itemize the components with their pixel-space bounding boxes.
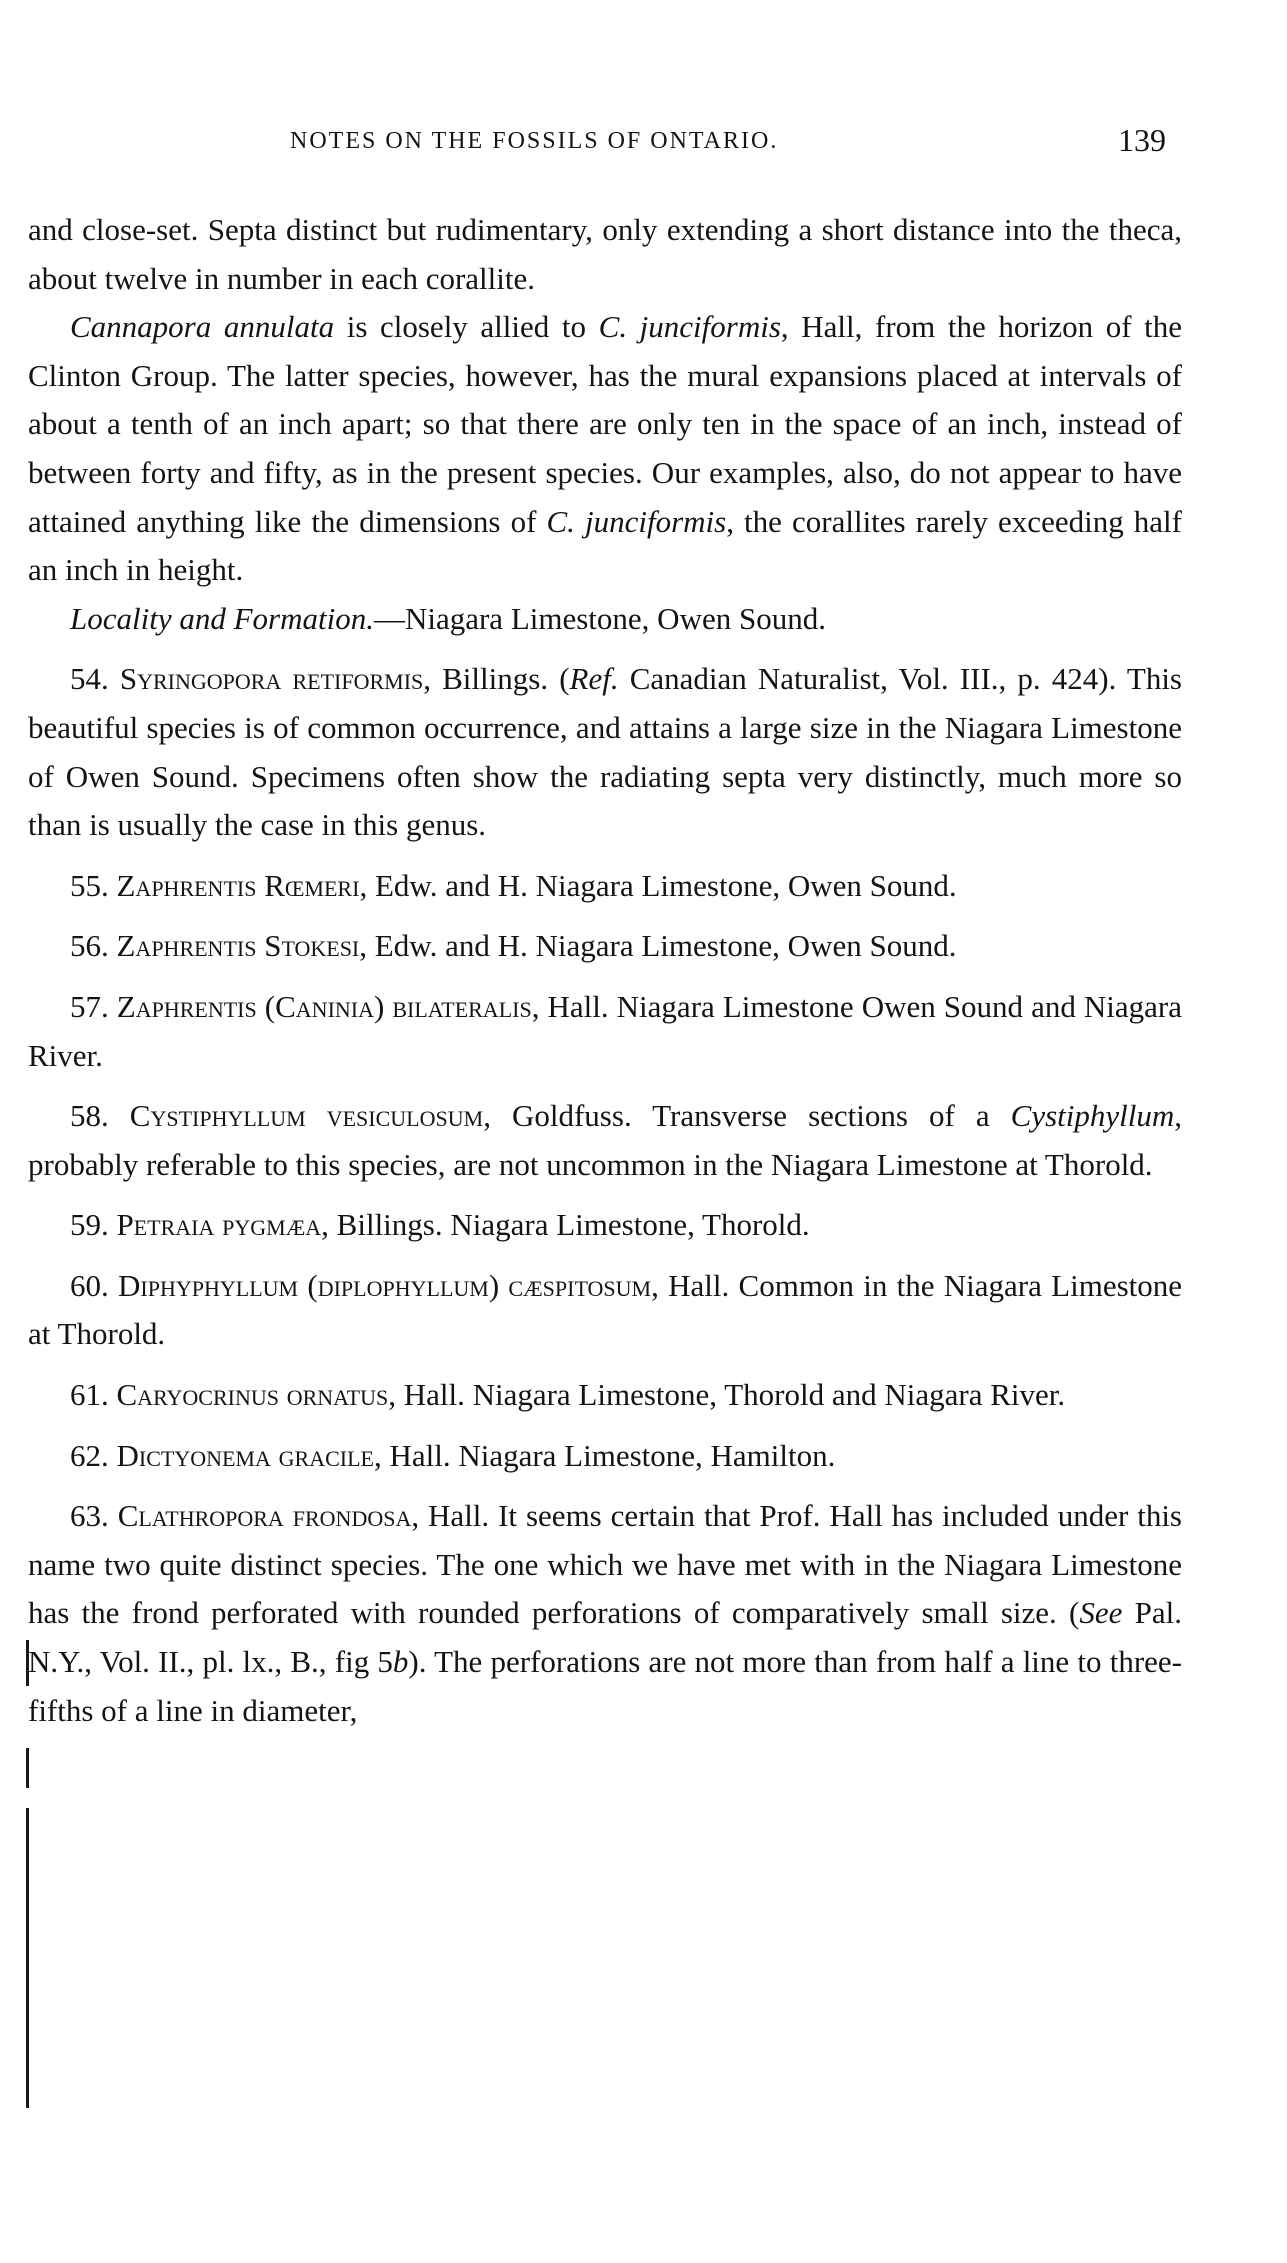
entry-62 [28,1432,1182,1481]
paragraph-cannapora-note [28,303,1182,595]
entry-number: 57. [70,988,117,1024]
body-text [28,206,1182,1735]
genus-name: Cystiphyllum [1010,1098,1175,1134]
entry-number: 54. [70,661,120,697]
entry-number: 61. [70,1377,117,1413]
species-name: Cystiphyllum vesiculosum [129,1098,484,1134]
text-run: , Hall, from the horizon of the Clinton Group. The latter species, however, has the mural expansions placed at intervals of about a tenth of an inch apart; so that there are only ten in the space of an inch, instead of between forty and fifty, as in the present species. Our examples, also, do not appear to have attained anything like the dimensions of [28,309,1183,539]
running-head: NOTES ON THE FOSSILS OF ONTARIO. [290,128,779,154]
species-name: Diphyphyllum (diplophyllum) cæspitosum [118,1267,652,1303]
page-number: 139 [1118,122,1166,158]
entry-63 [28,1492,1182,1735]
text-run: , Hall. Common in the Niagara Limestone at Thorold. [28,1267,1183,1352]
entry-61 [28,1371,1182,1420]
text-run: , Hall. Niagara Limestone Owen Sound and Niagara River. [28,988,1182,1073]
species-name: Zaphrentis Stokesi [116,928,360,964]
text-run: , Hall. Niagara Limestone, Hamilton. [373,1437,836,1473]
text-run: , Billings. ( [423,661,570,697]
text-run: —Niagara Limestone, Owen Sound. [373,600,826,636]
entry-number: 58. [70,1098,130,1134]
binding-mark [26,1808,29,2108]
text-run: Pal. N.Y., Vol. II., pl. lx., B., fig 5 [28,1595,1182,1680]
entry-55 [28,862,1182,911]
species-name: Zaphrentis (Caninia) bilateralis [116,988,532,1024]
entry-54 [28,655,1182,849]
entry-58 [28,1092,1182,1189]
text-run: , probably referable to this species, are not uncommon in the Niagara Limestone at Thorold. [28,1098,1183,1182]
paragraph-locality [28,595,1182,644]
species-name: Dictyonema gracile [116,1437,374,1473]
see-reference: See [1079,1595,1123,1631]
entry-number: 55. [70,867,117,903]
entry-number: 59. [70,1207,117,1243]
entry-57 [28,983,1182,1080]
species-name: Caryocrinus ornatus [116,1377,389,1413]
species-name: Cannapora annulata [70,309,335,345]
reference-abbrev: Ref. [569,661,619,697]
entry-number: 62. [70,1437,117,1473]
entry-56 [28,922,1182,971]
text-run: ). The perforations are not more than from half a line to three-fifths of a line in diameter, [28,1644,1182,1728]
binding-mark [26,1748,29,1788]
species-name: C. junciformis [546,503,727,539]
figure-letter: b [392,1644,409,1680]
text-run: is closely allied to [334,309,599,345]
text-run: , Edw. and H. Niagara Limestone, Owen Sound. [359,867,957,903]
text-run: , Billings. Niagara Limestone, Thorold. [321,1207,810,1243]
text-run: , the corallites rarely exceeding half an inch in height. [28,503,1182,588]
species-name: C. junciformis [598,309,781,345]
species-name: Zaphrentis Rœmeri [116,867,360,903]
entry-59 [28,1201,1182,1250]
locality-label: Locality and Formation. [70,600,374,636]
paragraph-continuation: and close-set. Septa distinct but rudimentary, only extending a short distance into the theca, about twelve in number in each corallite. [28,212,1182,296]
text-run: , Hall. Niagara Limestone, Thorold and Niagara River. [388,1377,1066,1413]
species-name: Petraia pygmæa [116,1207,322,1243]
text-run: , Goldfuss. Transverse sections of a [483,1098,1011,1134]
entry-60 [28,1262,1182,1359]
text-run: Canadian Naturalist, Vol. III., p. 424). This beautiful species is of common occurrence, and attains a large size in the Niagara Limestone of Owen Sound. Specimens often show the radiating septa very distinctly, much more so than is usually the case in this genus. [28,661,1182,843]
text-run: , Hall. It seems certain that Prof. Hall has included under this name two quite distinct species. The one which we have met with in the Niagara Limestone has the frond perforated with rounded perforations of comparatively small size. ( [28,1498,1182,1631]
species-name: Syringopora retiformis [119,661,424,697]
entry-number: 63. [70,1498,118,1534]
text-run: , Edw. and H. Niagara Limestone, Owen Sound. [359,928,957,964]
entry-number: 60. [70,1267,119,1303]
entry-number: 56. [70,928,117,964]
species-name: Clathropora frondosa [117,1498,412,1534]
